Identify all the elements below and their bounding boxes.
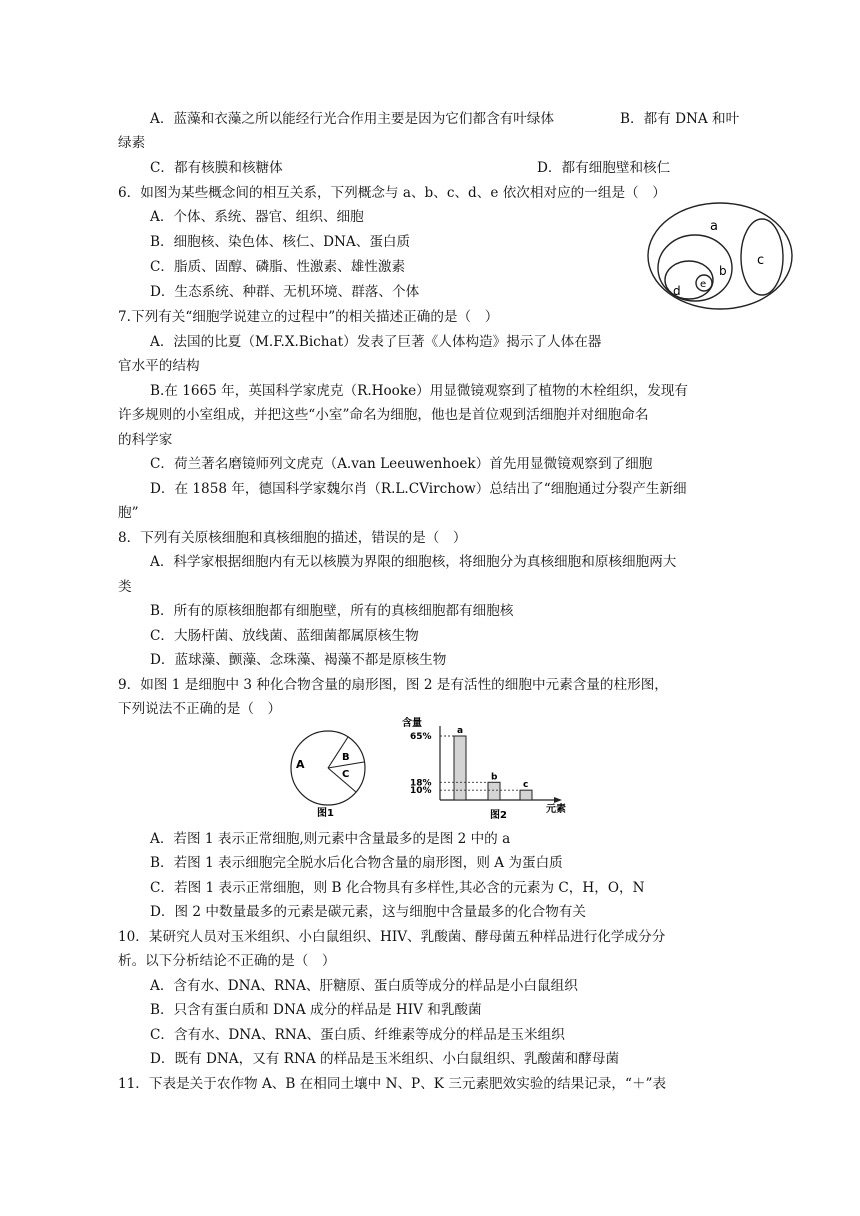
q8-option-d: D．蓝球藻、颤藻、念珠藻、褐藻不都是原核生物 [150,652,447,668]
q8-option-a-cont: 类 [118,579,132,595]
q5-option-d: D．都有细胞壁和核仁 [537,160,671,176]
y-tick-65%: 65% [410,732,432,742]
figure2-bar-chart [398,712,576,824]
q7-option-d-cont: 胞” [118,505,139,521]
q9-option-c: C．若图 1 表示正常细胞，则 B 化合物具有多样性,其必含的元素为 C，H，O，N [150,880,645,896]
pie-label-b: B [342,752,350,763]
q9-stem-cont: 下列说法不正确的是（ ） [118,701,282,717]
figure2-caption: 图2 [490,810,507,821]
q7-option-b: B.在 1665 年，英国科学家虎克（R.Hooke）用显微镜观察到了植物的木栓组织，发现有 [150,383,689,399]
q9-option-b: B．若图 1 表示细胞完全脱水后化合物含量的扇形图，则 A 为蛋白质 [150,855,563,871]
label-d: d [673,284,681,298]
q10-option-c: C．含有水、DNA、RNA、蛋白质、纤维素等成分的样品是玉米组织 [150,1027,565,1043]
label-c: c [757,253,765,268]
q9-option-a: A．若图 1 表示正常细胞,则元素中含量最多的是图 2 中的 a [150,831,511,847]
figure1-caption: 图1 [317,808,334,819]
pie-label-a: A [296,758,305,771]
q7-option-b-cont2: 的科学家 [118,432,173,448]
q9-option-d: D．图 2 中数量最多的元素是碳元素，这与细胞中含量最多的化合物有关 [150,904,586,920]
x-axis-label: 元素 [546,804,566,815]
y-tick-10%: 10% [410,786,432,797]
q5-option-b-cont: 绿素 [118,135,146,151]
y-tick-18%: 18% [410,778,432,789]
q7-option-c: C．荷兰著名磨镜师列文虎克（A.van Leeuwenhoek）首先用显微镜观察到了细胞 [150,456,653,472]
y-axis-label: 含量 [402,718,422,729]
q6-stem: 6．如图为某些概念间的相互关系，下列概念与 a、b、c、d、e 依次相对应的一组是（ ） [118,185,666,201]
q10-stem: 10．某研究人员对玉米组织、小白鼠组织、HIV、乳酸菌、酵母菌五种样品进行化学成分分 [118,929,666,945]
bar-b [488,782,500,800]
figure1-pie-chart [282,722,382,822]
bar-label-c: c [523,780,529,791]
q5-option-b: B．都有 DNA 和叶 [620,111,740,127]
pie-label-c: C [342,769,350,780]
label-b: b [719,264,727,278]
q9-stem: 9．如图 1 是细胞中 3 种化合物含量的扇形图，图 2 是有活性的细胞中元素含量的柱形图， [118,677,668,693]
concept-circles-diagram [645,200,795,312]
label-e: e [700,279,707,290]
q7-stem: 7.下列有关“细胞学说建立的过程中”的相关描述正确的是（ ） [118,309,499,325]
q11-stem: 11．下表是关于农作物 A、B 在相同土壤中 N、P、K 三元素肥效实验的结果记录，“＋”表 [118,1076,667,1092]
q5-option-a: A．蓝藻和衣藻之所以能经行光合作用主要是因为它们都含有叶绿体 [150,111,555,127]
bar-c [520,790,532,800]
q7-option-b-cont1: 许多规则的小室组成，并把这些“小室”命名为细胞，他也是首位观到活细胞并对细胞命名 [118,407,649,423]
q7-option-a: A．法国的比夏（M.F.X.Bichat）发表了巨著《人体构造》揭示了人体在器 [150,334,602,350]
q10-option-b: B．只含有蛋白质和 DNA 成分的样品是 HIV 和乳酸菌 [150,1002,482,1018]
q6-option-a: A．个体、系统、器官、组织、细胞 [150,209,364,225]
bar-label-a: a [457,726,464,736]
q6-option-c: C．脂质、固醇、磷脂、性激素、雄性激素 [150,259,406,275]
q7-option-a-cont: 官水平的结构 [118,358,200,374]
q8-option-b: B．所有的原核细胞都有细胞壁，所有的真核细胞都有细胞核 [150,603,514,619]
q7-option-d: D．在 1858 年，德国科学家魏尔肖（R.L.CVirchow）总结出了“细胞通过分裂产生新细 [150,481,687,497]
label-a: a [710,219,718,234]
q5-option-c: C．都有核膜和核糖体 [150,160,283,176]
q8-stem: 8．下列有关原核细胞和真核细胞的描述，错误的是（ ） [118,530,467,546]
bar-label-b: b [491,772,498,783]
q10-option-d: D．既有 DNA，又有 RNA 的样品是玉米组织、小白鼠组织、乳酸菌和酵母菌 [150,1051,620,1067]
q6-option-b: B．细胞核、染色体、核仁、DNA、蛋白质 [150,234,411,250]
q6-option-d: D．生态系统、种群、无机环境、群落、个体 [150,284,420,300]
q8-option-c: C．大肠杆菌、放线菌、蓝细菌都属原核生物 [150,628,419,644]
q10-stem-cont: 析。以下分析结论不正确的是（ ） [118,953,336,969]
q10-option-a: A．含有水、DNA、RNA、肝糖原、蛋白质等成分的样品是小白鼠组织 [150,978,578,994]
x-axis-arrow [554,797,562,803]
q8-option-a: A．科学家根据细胞内有无以核膜为界限的细胞核，将细胞分为真核细胞和原核细胞两大 [150,554,677,570]
